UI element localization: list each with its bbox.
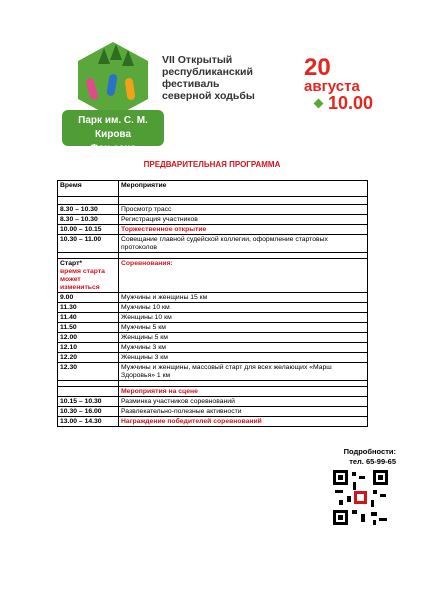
park-location-badge: Парк им. С. М. Кирова Фан-зона	[62, 110, 164, 146]
stage-heading: Мероприятия на сцене	[119, 387, 368, 397]
table-row: 9.00 Мужчины и женщины 15 км	[58, 293, 368, 303]
table-row: 11.50 Мужчины 5 км	[58, 323, 368, 333]
date-month: августа	[304, 78, 360, 95]
table-row: 8.30 – 10.30 Регистрация участников	[58, 215, 368, 225]
start-time: 10.00	[328, 93, 374, 113]
program-title: ПРЕДВАРИТЕЛЬНАЯ ПРОГРАММА	[143, 160, 281, 169]
program-table	[57, 180, 368, 427]
table-row: 10.30 – 11.00 Совещание главной судейской коллегии, оформление стартовых протоколов	[58, 235, 368, 253]
start-row	[58, 259, 368, 293]
table-header-row	[58, 181, 368, 197]
table-row: 11.40 Женщины 10 км	[58, 313, 368, 323]
details-label: Подробности:	[343, 447, 396, 456]
tree-icon	[110, 44, 122, 60]
column-header-time: Время	[58, 181, 119, 197]
festival-logo	[60, 40, 160, 120]
date-number: 20	[304, 54, 331, 81]
start-note: время старта может измениться	[60, 267, 105, 291]
column-header-event: Мероприятие	[119, 181, 368, 197]
competitions-heading: Соревнования:	[119, 259, 368, 293]
phone-number: тел. 65-99-65	[349, 457, 396, 466]
table-row: 11.30 Мужчины 10 км	[58, 303, 368, 313]
tree-icon	[98, 48, 110, 64]
table-row: 13.00 – 14.30 Награждение победителей соревнований	[58, 417, 368, 427]
qr-code[interactable]	[333, 470, 388, 525]
table-row: 8.30 – 10.30 Просмотр трасс	[58, 205, 368, 215]
table-row: 12.10 Мужчины 3 км	[58, 343, 368, 353]
festival-header	[60, 40, 390, 154]
table-row: 12.30 Мужчины и женщины, массовый старт для всех желающих «Марш Здоровья» 1 км	[58, 363, 368, 381]
stage-heading-row	[58, 387, 368, 397]
festival-title: VII Открытый республиканский фестиваль северной ходьбы	[162, 54, 255, 102]
start-label: Старт*	[60, 259, 83, 267]
contact-info	[326, 447, 396, 467]
table-row: 12.00 Женщины 5 км	[58, 333, 368, 343]
table-row: 10.00 – 10.15 Торжественное открытие	[58, 225, 368, 235]
table-row: 10.15 – 10.30 Разминка участников соревнований	[58, 397, 368, 407]
tree-icon	[122, 50, 134, 66]
diamond-icon	[314, 99, 324, 109]
table-row: 10.30 – 16.00 Развлекательно-полезные активности	[58, 407, 368, 417]
table-row: 12.20 Женщины 3 км	[58, 353, 368, 363]
